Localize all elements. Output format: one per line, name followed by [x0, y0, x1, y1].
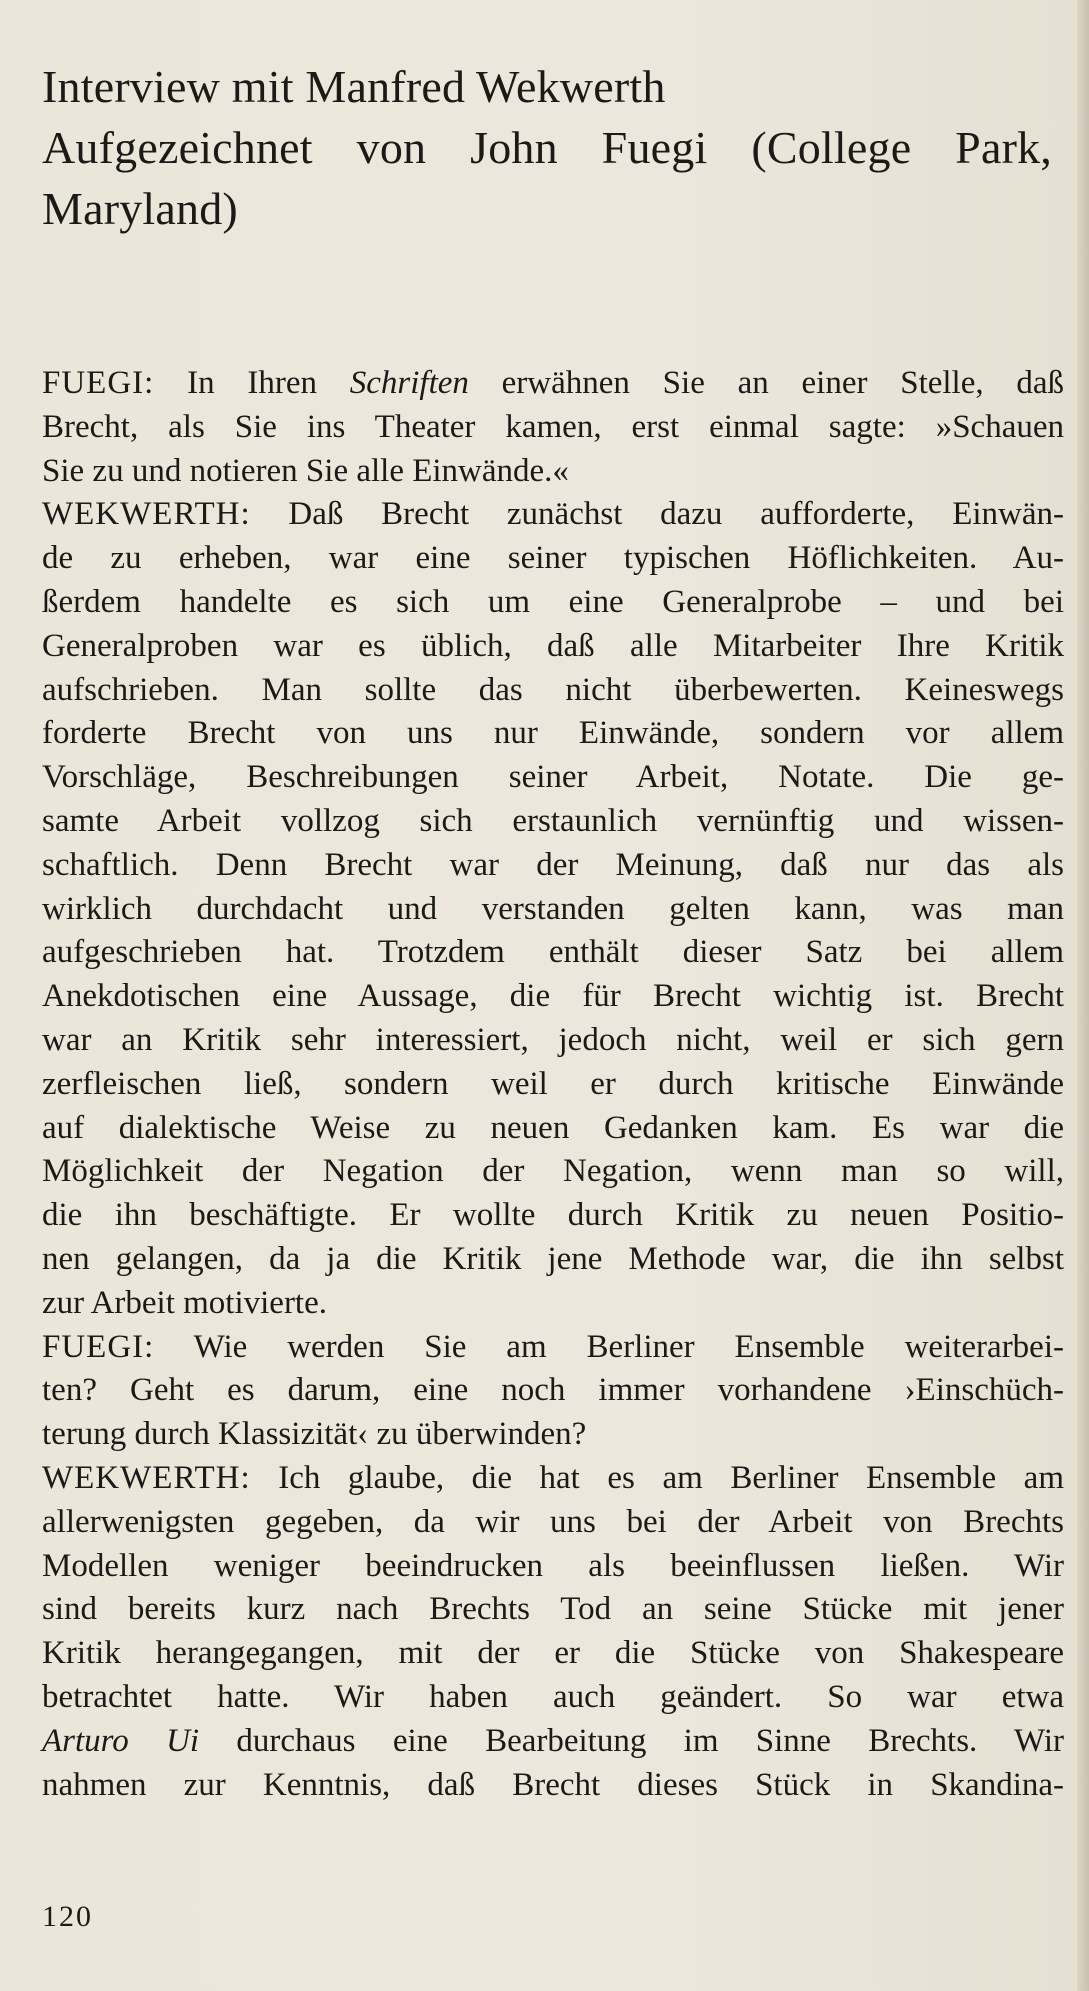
- text-segment: In Ihren: [187, 365, 350, 401]
- text-segment: Generalproben war es üblich, daß alle Mitarbeiter Ihre Kritik: [42, 627, 1064, 664]
- text-line: [42, 1632, 1064, 1676]
- page-number: 120: [42, 1900, 93, 1933]
- text-line: [42, 362, 1064, 406]
- interview-paragraph: [42, 493, 1064, 1325]
- text-line: [42, 1413, 1064, 1457]
- speaker-label: WEKWERTH:: [42, 1459, 251, 1496]
- text-segment: nahmen zur Kenntnis, daß Brecht dieses Stück in Skandina-: [42, 1766, 1064, 1803]
- text-line: [42, 756, 1064, 800]
- text-line: [42, 537, 1064, 581]
- text-segment: Daß Brecht zunächst dazu aufforderte, Einwän-: [288, 496, 1065, 533]
- text-line: [42, 493, 1064, 537]
- text-segment: zur Arbeit motivierte.: [42, 1284, 327, 1321]
- text-segment: durchaus eine Bearbeitung im Sinne Brechts. Wir: [199, 1722, 1064, 1759]
- text-segment: de zu erheben, war eine seiner typischen Höflichkeiten. Au-: [42, 540, 1064, 577]
- text-segment: Anekdotischen eine Aussage, die für Brecht wichtig ist. Brecht: [42, 978, 1064, 1015]
- text-segment: schaftlich. Denn Brecht war der Meinung, daß nur das als: [42, 846, 1064, 883]
- text-line: [42, 1501, 1064, 1545]
- text-line: [42, 844, 1064, 888]
- chapter-heading: [42, 56, 1052, 239]
- text-line: [42, 1764, 1064, 1808]
- text-segment: Ich glaube, die hat es am Berliner Ensemble am: [278, 1459, 1064, 1496]
- heading-line: Interview mit Manfred Wekwerth: [42, 61, 666, 112]
- text-segment: terung durch Klassizität‹ zu überwinden?: [42, 1416, 587, 1453]
- text-segment: war an Kritik sehr interessiert, jedoch nicht, weil er sich gern: [42, 1021, 1064, 1058]
- text-segment: samte Arbeit vollzog sich erstaunlich vernünftig und wissen-: [42, 802, 1064, 839]
- text-line: [42, 1107, 1064, 1151]
- heading-line: Aufgezeichnet von John Fuegi (College Park,: [42, 122, 1052, 173]
- text-line: [42, 1238, 1064, 1282]
- interview-paragraph: [42, 362, 1064, 493]
- text-segment: Wie werden Sie am Berliner Ensemble weiterarbei-: [193, 1328, 1064, 1365]
- text-line: [42, 1545, 1064, 1589]
- interview-paragraph: [42, 1457, 1064, 1807]
- text-segment: Vorschläge, Beschreibungen seiner Arbeit, Notate. Die ge-: [42, 759, 1064, 796]
- text-segment: ten? Geht es darum, eine noch immer vorhandene ›Einschüch-: [42, 1372, 1064, 1409]
- text-line: [42, 1457, 1064, 1501]
- text-line: [42, 1019, 1064, 1063]
- text-line: [42, 1063, 1064, 1107]
- text-segment: aufschrieben. Man sollte das nicht überbewerten. Keineswegs: [42, 671, 1064, 708]
- heading-line: Maryland): [42, 183, 238, 234]
- interview-paragraph: [42, 1326, 1064, 1457]
- text-line: [42, 800, 1064, 844]
- text-line: [42, 888, 1064, 932]
- text-segment: Sie zu und notieren Sie alle Einwände.«: [42, 452, 569, 489]
- speaker-label: WEKWERTH:: [42, 496, 251, 533]
- speaker-label: FUEGI:: [42, 1328, 155, 1365]
- text-line: [42, 712, 1064, 756]
- interview-body: [42, 362, 1064, 1807]
- text-line: [42, 625, 1064, 669]
- text-line: [42, 406, 1064, 450]
- text-segment: Möglichkeit der Negation der Negation, wenn man so will,: [42, 1153, 1064, 1190]
- text-segment: aufgeschrieben hat. Trotzdem enthält dieser Satz bei allem: [42, 934, 1064, 971]
- text-segment: zerfleischen ließ, sondern weil er durch kritische Einwände: [42, 1065, 1064, 1102]
- text-line: [42, 1326, 1064, 1370]
- text-line: [42, 1720, 1064, 1764]
- text-segment: Kritik herangegangen, mit der er die Stücke von Shakespeare: [42, 1635, 1064, 1672]
- text-segment: forderte Brecht von uns nur Einwände, sondern vor allem: [42, 715, 1064, 752]
- text-segment: Brecht, als Sie ins Theater kamen, erst einmal sagte: »Schauen: [42, 408, 1064, 445]
- text-segment: auf dialektische Weise zu neuen Gedanken kam. Es war die: [42, 1109, 1064, 1146]
- text-segment: nen gelangen, da ja die Kritik jene Methode war, die ihn selbst: [42, 1240, 1064, 1277]
- speaker-label: FUEGI:: [42, 365, 155, 401]
- italic-title: Arturo Ui: [42, 1722, 200, 1759]
- text-line: [42, 1282, 1064, 1326]
- text-segment: betrachtet hatte. Wir haben auch geändert. So war etwa: [42, 1678, 1064, 1715]
- text-line: [42, 450, 1064, 494]
- text-line: [42, 581, 1064, 625]
- text-line: [42, 669, 1064, 713]
- text-segment: sind bereits kurz nach Brechts Tod an seine Stücke mit jener: [42, 1591, 1064, 1628]
- text-line: [42, 1369, 1064, 1413]
- text-segment: die ihn beschäftigte. Er wollte durch Kritik zu neuen Positio-: [42, 1197, 1064, 1234]
- text-segment: erwähnen Sie an einer Stelle, daß: [468, 365, 1065, 401]
- italic-title: Schriften: [349, 365, 469, 401]
- text-line: [42, 975, 1064, 1019]
- text-line: [42, 1150, 1064, 1194]
- text-line: [42, 931, 1064, 975]
- page-edge: [1077, 0, 1089, 1991]
- text-segment: allerwenigsten gegeben, da wir uns bei der Arbeit von Brechts: [42, 1503, 1064, 1540]
- text-segment: wirklich durchdacht und verstanden gelten kann, was man: [42, 890, 1064, 927]
- text-line: [42, 1676, 1064, 1720]
- text-segment: Modellen weniger beeindrucken als beeinflussen ließen. Wir: [42, 1547, 1064, 1584]
- text-line: [42, 1194, 1064, 1238]
- text-segment: ßerdem handelte es sich um eine Generalprobe – und bei: [42, 583, 1064, 620]
- text-line: [42, 1588, 1064, 1632]
